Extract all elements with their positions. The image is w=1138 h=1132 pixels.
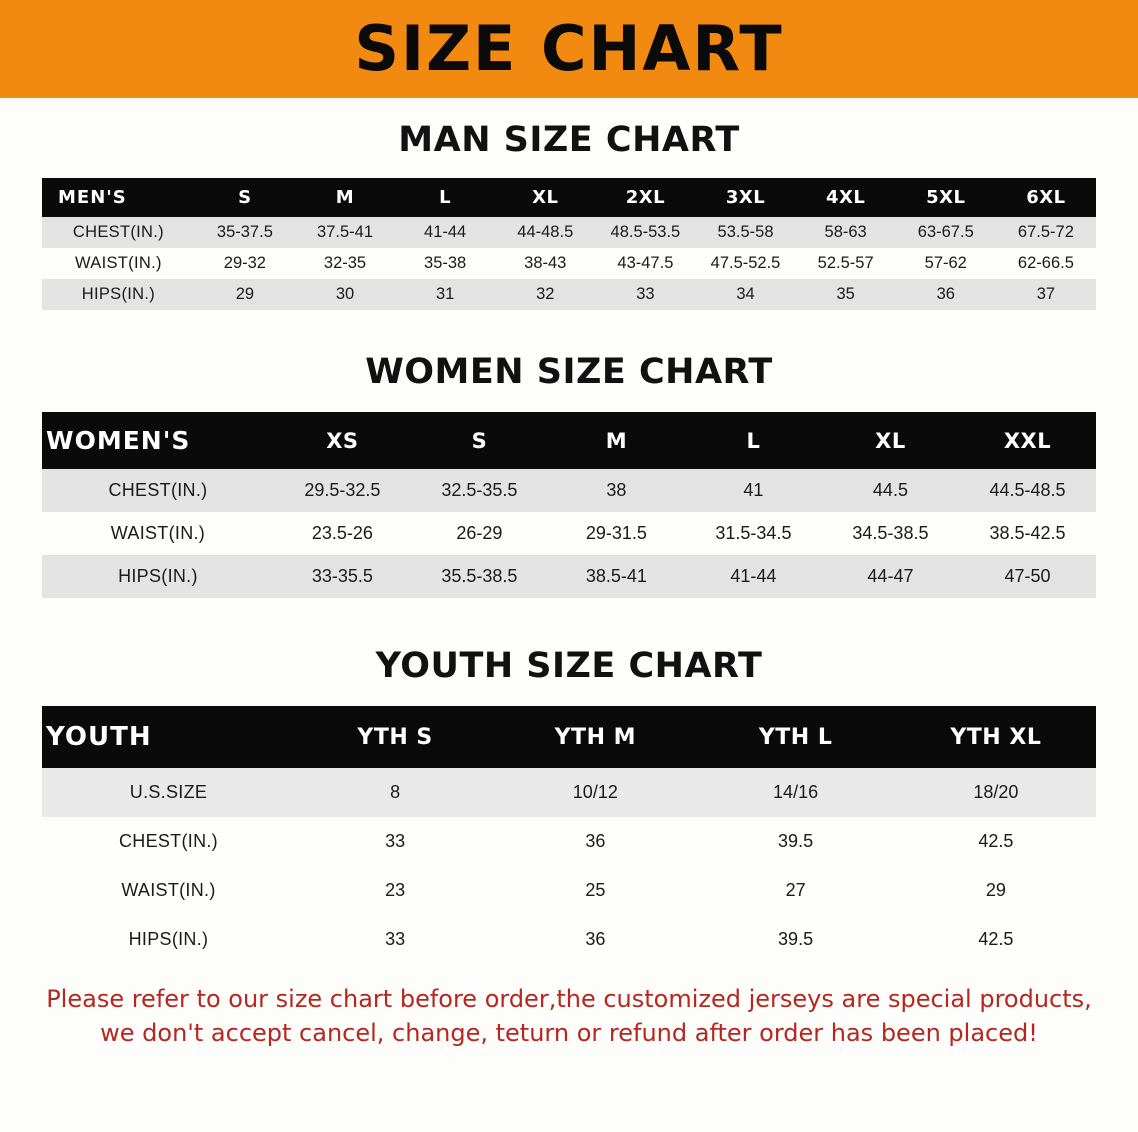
man-header-6xl: 6XL [996, 178, 1096, 217]
man-chest-3xl: 53.5-58 [695, 217, 795, 248]
youth-waist-xl: 29 [896, 866, 1096, 915]
women-waist-s: 26-29 [411, 512, 548, 555]
women-chest-xs: 29.5-32.5 [274, 469, 411, 512]
women-chest-s: 32.5-35.5 [411, 469, 548, 512]
man-chest-xl: 44-48.5 [495, 217, 595, 248]
women-waist-xxl: 38.5-42.5 [959, 512, 1096, 555]
women-header-xl: XL [822, 412, 959, 469]
women-chest-l: 41 [685, 469, 822, 512]
table-row [42, 915, 1096, 964]
man-hips-4xl: 35 [796, 279, 896, 310]
man-section-title: MAN SIZE CHART [398, 120, 740, 160]
women-hips-xs: 33-35.5 [274, 555, 411, 598]
man-chest-l: 41-44 [395, 217, 495, 248]
table-row [42, 279, 1096, 310]
youth-waist-s: 23 [295, 866, 495, 915]
youth-header-yth-s: YTH S [295, 706, 495, 768]
disclaimer-line-2: we don't accept cancel, change, teturn or refund after order has been placed! [100, 1019, 1038, 1048]
page-banner [0, 0, 1138, 98]
youth-waist-l: 27 [695, 866, 895, 915]
man-row-label-chest: CHEST(IN.) [42, 217, 195, 248]
youth-header-yth-l: YTH L [695, 706, 895, 768]
youth-ussize-s: 8 [295, 768, 495, 817]
women-hips-m: 38.5-41 [548, 555, 685, 598]
women-header-m: M [548, 412, 685, 469]
man-header-2xl: 2XL [595, 178, 695, 217]
youth-ussize-xl: 18/20 [896, 768, 1096, 817]
table-row [42, 217, 1096, 248]
youth-row-label-waist: WAIST(IN.) [42, 866, 295, 915]
man-size-table [42, 178, 1096, 310]
women-waist-xs: 23.5-26 [274, 512, 411, 555]
man-row-label-hips: HIPS(IN.) [42, 279, 195, 310]
man-chest-s: 35-37.5 [195, 217, 295, 248]
youth-table-wrapper [0, 706, 1138, 964]
women-row-label-waist: WAIST(IN.) [42, 512, 274, 555]
women-header-s: S [411, 412, 548, 469]
table-row [42, 469, 1096, 512]
youth-waist-m: 25 [495, 866, 695, 915]
man-hips-3xl: 34 [695, 279, 795, 310]
women-waist-m: 29-31.5 [548, 512, 685, 555]
youth-ussize-l: 14/16 [695, 768, 895, 817]
table-header-row [42, 178, 1096, 217]
man-hips-l: 31 [395, 279, 495, 310]
man-chest-5xl: 63-67.5 [896, 217, 996, 248]
youth-header-yth-m: YTH M [495, 706, 695, 768]
man-hips-2xl: 33 [595, 279, 695, 310]
table-row [42, 555, 1096, 598]
youth-row-label-hips: HIPS(IN.) [42, 915, 295, 964]
youth-chest-l: 39.5 [695, 817, 895, 866]
man-header-l: L [395, 178, 495, 217]
man-header-xl: XL [495, 178, 595, 217]
man-waist-5xl: 57-62 [896, 248, 996, 279]
man-chest-4xl: 58-63 [796, 217, 896, 248]
women-chest-xxl: 44.5-48.5 [959, 469, 1096, 512]
man-header-4xl: 4XL [796, 178, 896, 217]
man-hips-m: 30 [295, 279, 395, 310]
women-hips-xl: 44-47 [822, 555, 959, 598]
man-row-label-waist: WAIST(IN.) [42, 248, 195, 279]
women-size-table [42, 412, 1096, 598]
table-row [42, 512, 1096, 555]
disclaimer-note [40, 982, 1098, 1050]
man-hips-6xl: 37 [996, 279, 1096, 310]
youth-chest-m: 36 [495, 817, 695, 866]
man-waist-3xl: 47.5-52.5 [695, 248, 795, 279]
youth-section-title: YOUTH SIZE CHART [375, 646, 763, 686]
women-waist-l: 31.5-34.5 [685, 512, 822, 555]
women-header-l: L [685, 412, 822, 469]
women-waist-xl: 34.5-38.5 [822, 512, 959, 555]
table-header-row [42, 706, 1096, 768]
man-chest-m: 37.5-41 [295, 217, 395, 248]
women-hips-l: 41-44 [685, 555, 822, 598]
youth-hips-l: 39.5 [695, 915, 895, 964]
disclaimer-line-1: Please refer to our size chart before order,the customized jerseys are special products, [46, 985, 1092, 1013]
women-section-title: WOMEN SIZE CHART [365, 352, 773, 392]
man-hips-5xl: 36 [896, 279, 996, 310]
man-chest-6xl: 67.5-72 [996, 217, 1096, 248]
youth-header-rowlabel: YOUTH [42, 706, 295, 768]
youth-header-yth-xl: YTH XL [896, 706, 1096, 768]
women-hips-xxl: 47-50 [959, 555, 1096, 598]
man-header-5xl: 5XL [896, 178, 996, 217]
table-row [42, 817, 1096, 866]
man-header-m: M [295, 178, 395, 217]
man-waist-m: 32-35 [295, 248, 395, 279]
man-hips-s: 29 [195, 279, 295, 310]
man-waist-xl: 38-43 [495, 248, 595, 279]
man-table-wrapper [0, 178, 1138, 310]
youth-row-label-ussize: U.S.SIZE [42, 768, 295, 817]
man-waist-l: 35-38 [395, 248, 495, 279]
table-row [42, 866, 1096, 915]
women-row-label-hips: HIPS(IN.) [42, 555, 274, 598]
women-chest-xl: 44.5 [822, 469, 959, 512]
youth-size-table [42, 706, 1096, 964]
women-header-xs: XS [274, 412, 411, 469]
youth-hips-m: 36 [495, 915, 695, 964]
women-table-wrapper [0, 412, 1138, 598]
man-waist-4xl: 52.5-57 [796, 248, 896, 279]
youth-chest-xl: 42.5 [896, 817, 1096, 866]
man-waist-2xl: 43-47.5 [595, 248, 695, 279]
youth-row-label-chest: CHEST(IN.) [42, 817, 295, 866]
youth-hips-s: 33 [295, 915, 495, 964]
man-waist-s: 29-32 [195, 248, 295, 279]
youth-hips-xl: 42.5 [896, 915, 1096, 964]
man-header-rowlabel: MEN'S [42, 178, 195, 217]
man-chest-2xl: 48.5-53.5 [595, 217, 695, 248]
man-waist-6xl: 62-66.5 [996, 248, 1096, 279]
women-row-label-chest: CHEST(IN.) [42, 469, 274, 512]
women-header-xxl: XXL [959, 412, 1096, 469]
table-row [42, 248, 1096, 279]
women-header-rowlabel: WOMEN'S [42, 412, 274, 469]
table-header-row [42, 412, 1096, 469]
women-hips-s: 35.5-38.5 [411, 555, 548, 598]
table-row [42, 768, 1096, 817]
women-chest-m: 38 [548, 469, 685, 512]
man-hips-xl: 32 [495, 279, 595, 310]
man-header-3xl: 3XL [695, 178, 795, 217]
youth-chest-s: 33 [295, 817, 495, 866]
youth-ussize-m: 10/12 [495, 768, 695, 817]
page-title: SIZE CHART [354, 12, 784, 85]
man-header-s: S [195, 178, 295, 217]
